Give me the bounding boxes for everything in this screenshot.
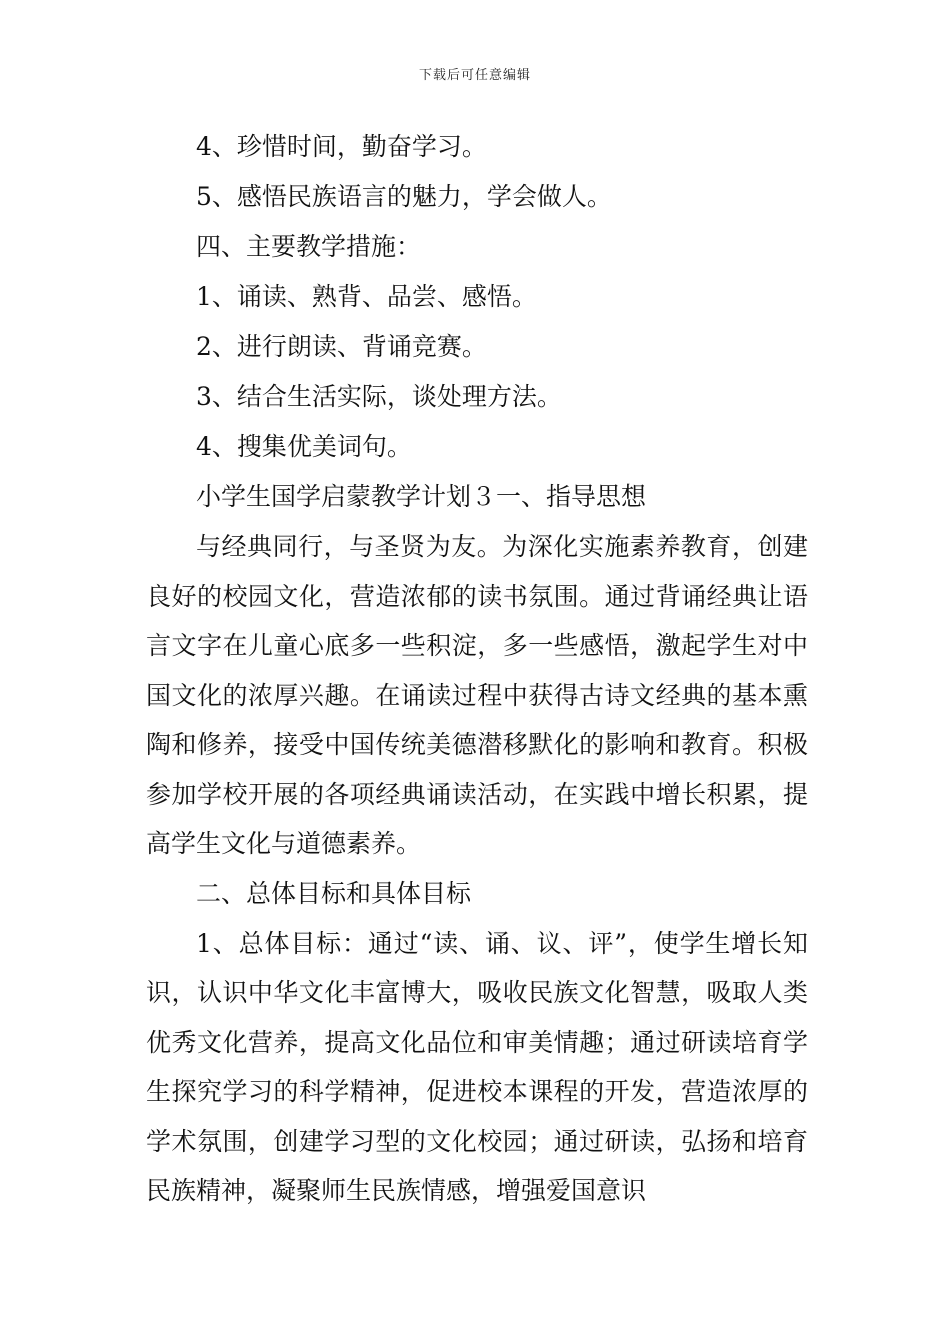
page-header: 下载后可任意编辑 bbox=[418, 68, 531, 83]
list-item: 5、感悟民族语言的魅力，学会做人。 bbox=[196, 182, 612, 211]
paragraph-overall-goal: 1、总体目标：通过“读、诵、议、评”，使学生增长知识，认识中华文化丰富博大，吸收民族文化智慧，吸取人类优秀文化营养，提高文化品位和审美情趣；通过研读培育学生探究学习的科学精神，促进校本课程的开发，营造浓厚的学术氛围，创建学习型的文化校园；通过研读，弘扬和培育民族精神，凝聚师生民族情感，增强爱国意识 bbox=[146, 928, 808, 1205]
document-body bbox=[146, 122, 808, 1216]
section-heading: 二、总体目标和具体目标 bbox=[196, 878, 472, 908]
list-item: 2、进行朗读、背诵竞赛。 bbox=[196, 332, 487, 361]
list-item: 1、诵读、熟背、品尝、感悟。 bbox=[196, 282, 537, 311]
list-item: 4、珍惜时间，勤奋学习。 bbox=[196, 132, 487, 161]
paragraph-guiding-thought: 与经典同行，与圣贤为友。为深化实施素养教育，创建良好的校园文化，营造浓郁的读书氛围。通过背诵经典让语言文字在儿童心底多一些积淀，多一些感悟，激起学生对中国文化的浓厚兴趣。在诵读过程中获得古诗文经典的基本熏陶和修养，接受中国传统美德潜移默化的影响和教育。积极参加学校开展的各项经典诵读活动，在实践中增长积累，提高学生文化与道德素养。 bbox=[146, 532, 808, 858]
document-title-line: 小学生国学启蒙教学计划３一、指导思想 bbox=[196, 482, 647, 511]
list-item: 3、结合生活实际，谈处理方法。 bbox=[196, 382, 562, 411]
list-item: 4、搜集优美词句。 bbox=[196, 432, 412, 461]
section-heading: 四、主要教学措施： bbox=[196, 232, 422, 261]
